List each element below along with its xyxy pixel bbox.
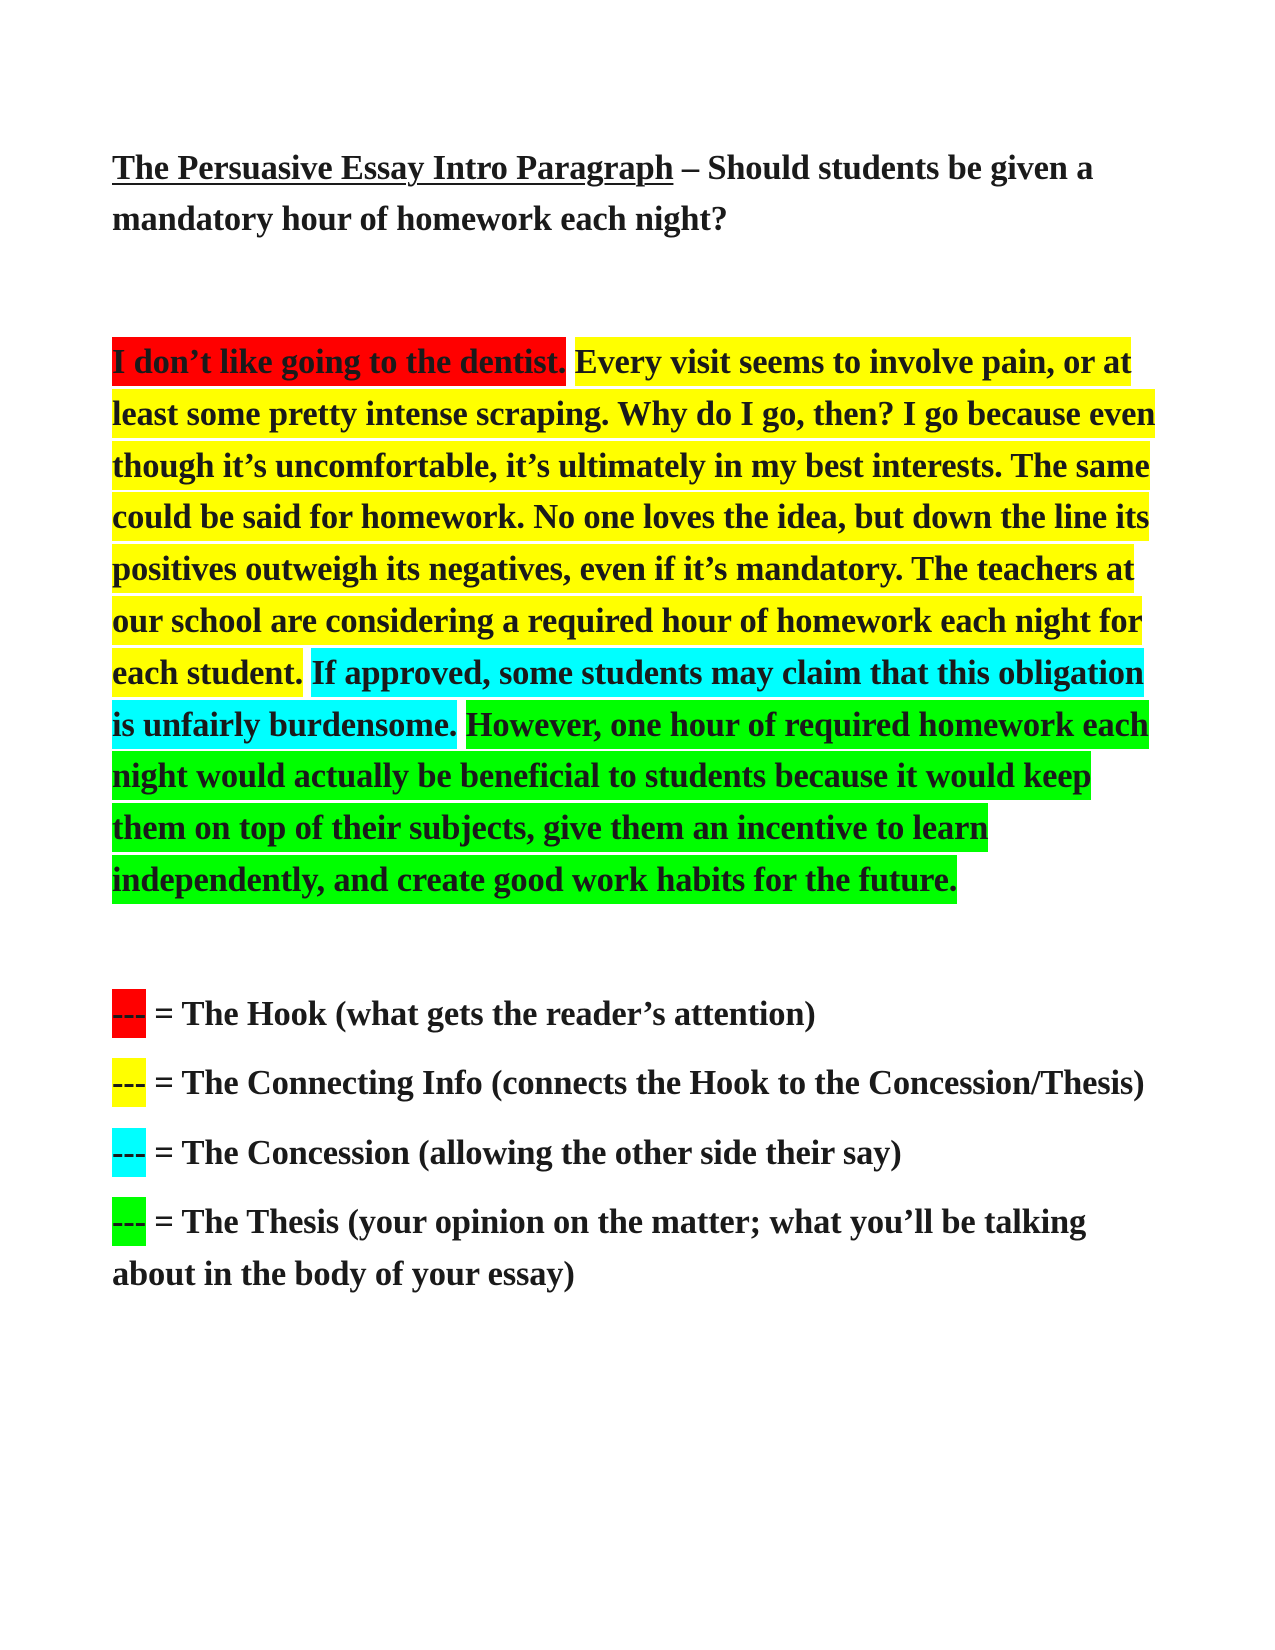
connecting-info-text: Every visit seems to involve pain, or at least some pretty intense scraping. Why do I go, then? I go because even though it’s uncomfortable, it’s ultimately in my best interests. The same could be said for homework. No one loves the idea, but down the line its positives outweigh its negatives, even if it’s mandatory. The teachers at our school are considering a required hour of homework each night for each student. (112, 337, 1155, 697)
legend-swatch-hook: --- (112, 989, 146, 1038)
page-title (112, 143, 1172, 245)
thesis-text: However, one hour of required homework each night would actually be beneficial to students because it would keep them on top of their subjects, give them an incentive to learn independently, and create good work habits for the future. (112, 700, 1149, 904)
concession-text: If approved, some students may claim that this obligation is unfairly burdensome. (112, 648, 1144, 749)
hook-sentence: I don’t like going to the dentist. (112, 337, 566, 386)
legend-text-hook: = The Hook (what gets the reader’s attention) (145, 994, 816, 1033)
legend-text-concession: = The Concession (allowing the other side their say) (145, 1133, 902, 1172)
title-underlined: The Persuasive Essay Intro Paragraph (112, 149, 674, 187)
legend-item-hook (112, 989, 1172, 1041)
title-question: – Should students be given a mandatory hour of homework each night? (112, 149, 1094, 238)
legend-text-thesis: = The Thesis (your opinion on the matter; what you’ll be talking about in the body of your essay) (112, 1203, 1087, 1293)
document-page (112, 143, 1172, 1318)
legend-item-thesis (112, 1197, 1172, 1300)
legend-item-connecting-info (112, 1058, 1172, 1110)
legend-swatch-connecting-info: --- (112, 1058, 146, 1107)
legend-swatch-thesis: --- (112, 1197, 146, 1246)
intro-paragraph (112, 337, 1172, 907)
legend-swatch-concession: --- (112, 1128, 146, 1177)
color-legend (112, 989, 1172, 1301)
legend-text-connecting-info: = The Connecting Info (connects the Hook to the Concession/Thesis) (145, 1064, 1145, 1103)
legend-item-concession (112, 1128, 1172, 1180)
